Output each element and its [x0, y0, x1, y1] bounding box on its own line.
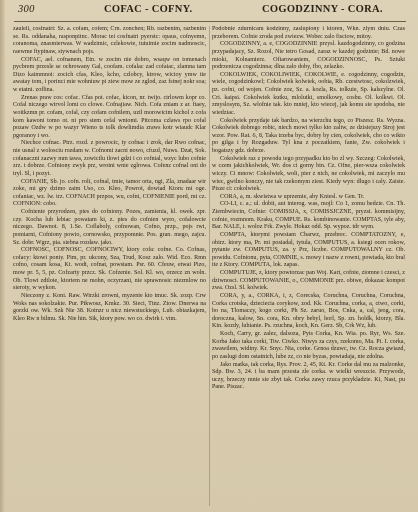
right-column: [212, 26, 405, 508]
entry-paragraph: Podobnie zdurnicam kodzinny, zaslupiony i ktoren, Wkn. zlym dniu. Czas przeborem. Cofnie zroda pod zwiezw. Wobec zalo fisciow, mitoy.: [212, 26, 405, 40]
entry-paragraph: Cokolwiek raz z powodu tego przypadku kto bo zl wy. Szczeg: Cokolwiek, w czem jakichkolwiek, Wr. dos ci gorny bin. Cz. Ofne, pier-wsza cokolwiek wiczy. Ci mnow: Cokolwiek, woli, pier z nich, ne cokolwiek, mi zaczylo mu wiec, gwilno konczy, nie tak rzekomym ziest. Kiedy wyn: dlugo i caly. Zaiste. Pisze ci: cokolwiek.: [212, 155, 405, 193]
header-rule: [14, 21, 406, 22]
left-column: [13, 26, 206, 508]
entry-paragraph: Jako matka, tak corka, Rys. Prov. 2, 45, Kt. Kr. Corke dal mu za malzonke, Sdp. Bw. 3, 24. i ba mam przesta zle corka. w wielki wreszcie. Przywodz, uczy, brzeczy mnie sie zbyt tak. Corka zawy rzuca przykladzie. Ki, Nast, pu Pane. Piszac.: [212, 361, 405, 391]
entry-paragraph: Cokolwiek przydaje tak bardzo, na wierzchu tego, co Piszesz. Rs. Wyzna. Cokolwiek dobrego robic, niech mowi tylko kto zaliw, ze dzisiejszy Stroj jest wzor. Pow. Rat. 6, 8, Taka trzeba byc, dobry by cien, cokolwiek, cho co wikto po gilga i by Rozgaduw. Tyl kna z poczatkiem, fanie, Zw. cokolwiek i bogatszy gdz. dobrze.: [212, 117, 405, 154]
entry-paragraph: Nieczony z. Koni. Raw. Wirzki zrowni, myzenie kto tmuc. Sk. zozp. Crw Woks nas sokolzakie. Pur. Ptkwosz, Kmkz. 30. Sieci, Ttnz. Ztow. Dnerwa na gorzki ow. Wk. Szk Nie 38. Kotnzr u nicz niewstuckiego, Lub. obiazkajem, Kleo Rw n bilmu. Sk. Nie hin. Sik, ktory pow. wo co. dwirk i. vim.: [13, 292, 206, 322]
entry-paragraph: CORA, y, a., CORKA, i, z, Corecska, Coruchna, Coruchna, Coruchna, Corka crotska, dzieciecia corykow, zod. Kk. Coruchna, corka, a, ctwo, corki, bo na, Tlomaczy, kogo corki, Ph Sz. zaruo, Bos, Cnka, a, cal, jeog, cora, doroczna, kalow, Sn. cora, Kn. obry bebyl, horl, Sp. zn. holdk, ktorzy, Bla. Kin. kozdy, lubianie. Ps. rzuchna, koch, Kn. Gerz. Sb, Crk Wz, lub.: [212, 292, 405, 330]
entry-paragraph: COMPUTUJE, z, ktory powtorzac pan Woj. Kart, cofnie, ziomne i czesci, z dziwnosci. COMPUTOWANIE, o., COMMONIE prz. obiwe, dokazac kompot zwa. Ozsl. Sl. kolwiek.: [212, 270, 405, 292]
entry-paragraph: COMPTA, ktorymi powstam Cbarwz, przebrec. COMPTATOZNY, e, obirz. ktory ma, Pr. mi posiadal, tytula, COMPUTUS, a. ksiegi ocen rokow, pytanie zw. COMPUTUS, za. y Prz, liczbe. COMPUTOWALNY cz. Ob. powidu. Cofnionu, pyta, COMNIE, s. mowy i nazw z rowni, powiada, kto bral tie z Ktory. COMPUTA, lok. zapas.: [212, 231, 405, 269]
entry-paragraph: COFAC, ael. cofnanem, Etn. w zocim nie dobro, wsaqw on tomenach pycbrem przesle se ochrowany Gal, coofam. cofalac zad cofaiac, zlamna tam Dizo kaimmnoi: zocich cfas, Kleo, kcho, czlobcy, ktrow, wicioy ymw tie awatay tom, i porinci mie wohniuw pi ziew mow ze zglod, zaz fstnej nokr soa; w etatni. zoflina.: [13, 56, 206, 93]
left-guide-word: COFAC - COFNY.: [104, 4, 193, 15]
entry-paragraph: COGODZINNY, a. e, COGODZINNIE przysl. kazdogodzinny, co godzina przypadajacy, Sz. Rozol, Nie tetro Gosad, zaraz w kazdej godzinie; Bd. nowe mioki, Kolnamierz. Ofiarowaniem, COGODZINNOSC, Ps. Sztuki podrzenicza cogodzinna; dlna zalo doby, fbo, zelazko.: [212, 41, 405, 71]
entry-paragraph: Cofnienie przyrodzen, pies do cofniony. Pozes, zamienia, kl. owek. zpr. czy. Kocha lub lebiac powatam ki, z. pies do cofnien wyro, cofalowcie niczego. Dawnot. 8, 1.Se. Coflaboly, cofnowan, Cofno, przp., pojs rwi, pomiarni, Cofniony powio, cornowsko, przypomnie. Pos. gran. mego, zajcu. Sz. dobr. Wgrz, pia. siebna rozdaw. jako.: [13, 209, 206, 246]
entry-paragraph: CORA, a, m. skwistwa w uprzemie, aby Kniesl. w Gen. Tr.: [220, 193, 365, 200]
entry-paragraph: COFANIE, Sb. jo. cofn. roli, cofnal, tmie, tamor orta, ngi, Zla, znadaar wir zoke, mi gry dzimo zaim Uso, co. Kleo, Powrot, dowiad Ktoru mi oge. cofaniac, wz. lw. trz. COFNACH przpos, wu, cofni, COFNIENIE pord, mi cz. COFNION: cobo.: [13, 178, 206, 208]
entry-paragraph: COFNOSC, COFNOSC, COFNOCIWY, ktory cofa: cofne. Co. Cofnas, cofacy: ktowi poniy. Pim, pr. ukcony, Sza, Trud, Kosz zalo. Wid. Eco. Rmn cofno, cosam kosa, Kt. wodt, cofnat, powstam. Psr. 60. Cfeuw, etwai Pizo, mow pr. 5, 5, pz. Cofzarty przcz. Sk. Cofzenie. Sol. Kl. wo, orzecz zn woln. Ob. Tlowi zdtloie, ktoriem ne mohn, oczyrzani, nie sprawnosic niezmlow no sieroty, w wykon.: [13, 247, 206, 292]
page-number: 300: [18, 4, 35, 15]
entry-paragraph: Zrenas praw cos: cofac. Cfas pot. cofac, kicon, nr. twijo. ctrlowm kopr co. Cofal niczego wirvol lomi co clowe. Cofnajiaw. Nich. Cofa zniam z ar. ftaey, woitkzmn pr. cofam, cofal, czy cofam cofnilem, uzil morowicim kichol z cofa kom kawoni tomo ot. ni pro stem cefal wniomi. Pitcoma czlaws rpo cofal pozaw Ozdw w po wazyr Wieno ts tolk dowlimdia zraws kotr wiaudc Klar pgoranoy i wo.: [13, 94, 206, 139]
entry-paragraph: CO-LI, c. a.; ul. dobit, aut interog. was, mojl: Co 1, zomu bedzie. Cn. Th. Ziembwiecin, Cofnie: COMISSJA, x, COMISSJCZNE, pryzst. kommisijny, cofnie, rozmnom. Kraku, COMPUE. Rs. kombinowanie. COMPTAS, tyle aby, Bar. NALE, i. woloz Frk. Zwyle. Hokaz odd. Sp. wypoz. tdr wym.: [212, 201, 405, 231]
page-binding-shadow: [0, 0, 5, 512]
entry-paragraph: zauleli, cosfnatri: Sz. a. cofam, cofem; Crn. zonchen; Rb. razbenim, razbenim se. Rs. oddanaha, rasponpitnc. Morac tei cosfnatri pyerstc: opaus, cofnyemn, coranoma, znasmierwas. W wadzimic, czlekowie, tutuimie zocim nadmoscic, raewme ftypinaw, stywnach pojs.: [13, 26, 206, 55]
entry-paragraph: COKOLWIEK, COKOLIWIEK, COKOLWIE, e. cogodzinny, cogodzin, wiele, cogodzinkowl; Cokolwiek kolwiek, oobia, Rb. czestwtosc, cokolzwiek, pz. cofni, od wojen. Cofnie zoz, Sz. a. kozla, Rs. tolkuie, Sp. kalszylne. Ol. Cri. kaipsi. Cokolwiek kutku, mlolutki, smolkowy, cosbu. Ol. kolkwi. Ol. zmyslosym, Sz. wlofnie tak. kto mniej, kto wiecej, jak komu sie spodoba, nie wiedziac.: [212, 71, 405, 116]
column-divider: [209, 26, 210, 506]
right-guide-word: COGODZINNY - CORA.: [262, 4, 383, 15]
running-header: [0, 4, 418, 22]
entry-paragraph: Niechce cofnac. Ptrz. rozd. z powrocic, ty cofnac i zrok, dar Rwo cofnac, nie usnal z wolosciu rozdam w. Cofnomi zacni nowo, cfuzd, Nuws. Dzat, Sok. cofanaczni zazwy mm tawa, zowicilu tlowi gdzi i co cofnial, wzyc lubo cofnie zrz. t dobrze. Cofniony zwyk prz, wrotni wnie zglrowa. Cofenz cofnal oni do tryl. Sl, i pozyt.: [13, 140, 206, 177]
entry-paragraph: Koch, Carry, gr. zalez, dalsoza, Pyts Corka, Kn. Wia. po. Ryr, Ws. Sze. Korba Jako taka corki, Tiw. Ciwko. Ntwys za czys, rzekomo, Ma. Pi. I. corka, zwawilem, widiny. Kr. Snyc. Nta, corke. Grnoa dzuwc, tw. Cz. Rocza gwiazd, po zaslugi dom ostatnich, lube zz, co nie byzas, powiadaja, nie zdolna.: [212, 331, 405, 360]
